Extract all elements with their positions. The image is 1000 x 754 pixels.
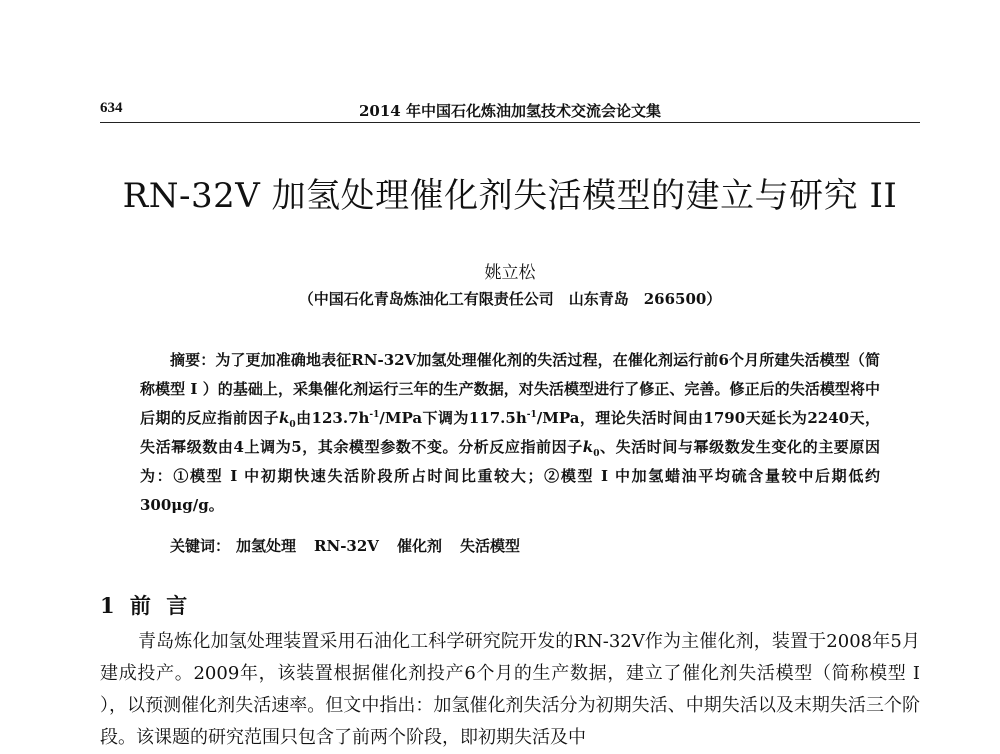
keyword-item: 失活模型 [459, 537, 520, 555]
k0-symbol-2: k [582, 438, 594, 456]
keyword-item: RN-32V [314, 537, 379, 555]
abstract [140, 346, 880, 520]
keyword-item: 加氢处理 [236, 537, 297, 555]
body-paragraph: 青岛炼化加氢处理装置采用石油化工科学研究院开发的RN-32V作为主催化剂，装置于2008年5月建成投产。2009年，该装置根据催化剂投产6个月的生产数据，建立了催化剂失活模型（简称模型 I ），以预测催化剂失活速率。但文中指出：加氢催化剂失活分为初期失活、中期失活以及末期失活三个阶段。该课题的研究范围只包含了前两个阶段，即初期失活及中 [100, 631, 920, 748]
author-name: 姚立松 [484, 263, 536, 283]
keyword-item: 催化剂 [396, 537, 442, 555]
keywords-label: 关键词： [170, 537, 231, 555]
k0-subscript-2: 0 [593, 449, 600, 459]
abstract-text-3: /MPa下调为117.5h [379, 409, 527, 427]
abstract-label: 摘要： [170, 351, 216, 369]
page-number: 634 [100, 100, 123, 116]
k0-symbol: k [278, 409, 290, 427]
abstract-text-4: /MPa，理论失活时间由1790天延长为2240天，失活幂级数由4上调为5，其余模型参数不变。分析反应指前因子 [140, 409, 880, 456]
journal-title: 2014 年中国石化炼油加氢技术交流会论文集 [359, 102, 661, 120]
unit-exponent-2: -1 [526, 410, 537, 420]
abstract-text-2: 由123.7h [295, 409, 370, 427]
keywords [170, 535, 870, 556]
section-heading: 1 前 言 [100, 593, 192, 618]
abstract-text-5: 、失活时间与幂级数发生变化的主要原因为：①模型 I 中初期快速失活阶段所占时间比重较大；②模型 I 中加氢蜡油平均硫含量较中后期低约300μg/g。 [140, 438, 880, 514]
abstract-text-1: 为了更加准确地表征RN-32V加氢处理催化剂的失活过程，在催化剂运行前6个月所建失活模型（简称模型 I ）的基础上，采集催化剂运行三年的生产数据，对失活模型进行了修正、完善。修正后的失活模型将中后期的反应指前因子 [140, 351, 880, 427]
running-header [100, 100, 920, 123]
author-affiliation: （中国石化青岛炼油化工有限责任公司 山东青岛 266500） [298, 290, 722, 308]
unit-exponent-1: -1 [369, 410, 380, 420]
k0-subscript: 0 [289, 420, 296, 430]
paper-title: RN-32V 加氢处理催化剂失活模型的建立与研究 II [122, 176, 898, 216]
